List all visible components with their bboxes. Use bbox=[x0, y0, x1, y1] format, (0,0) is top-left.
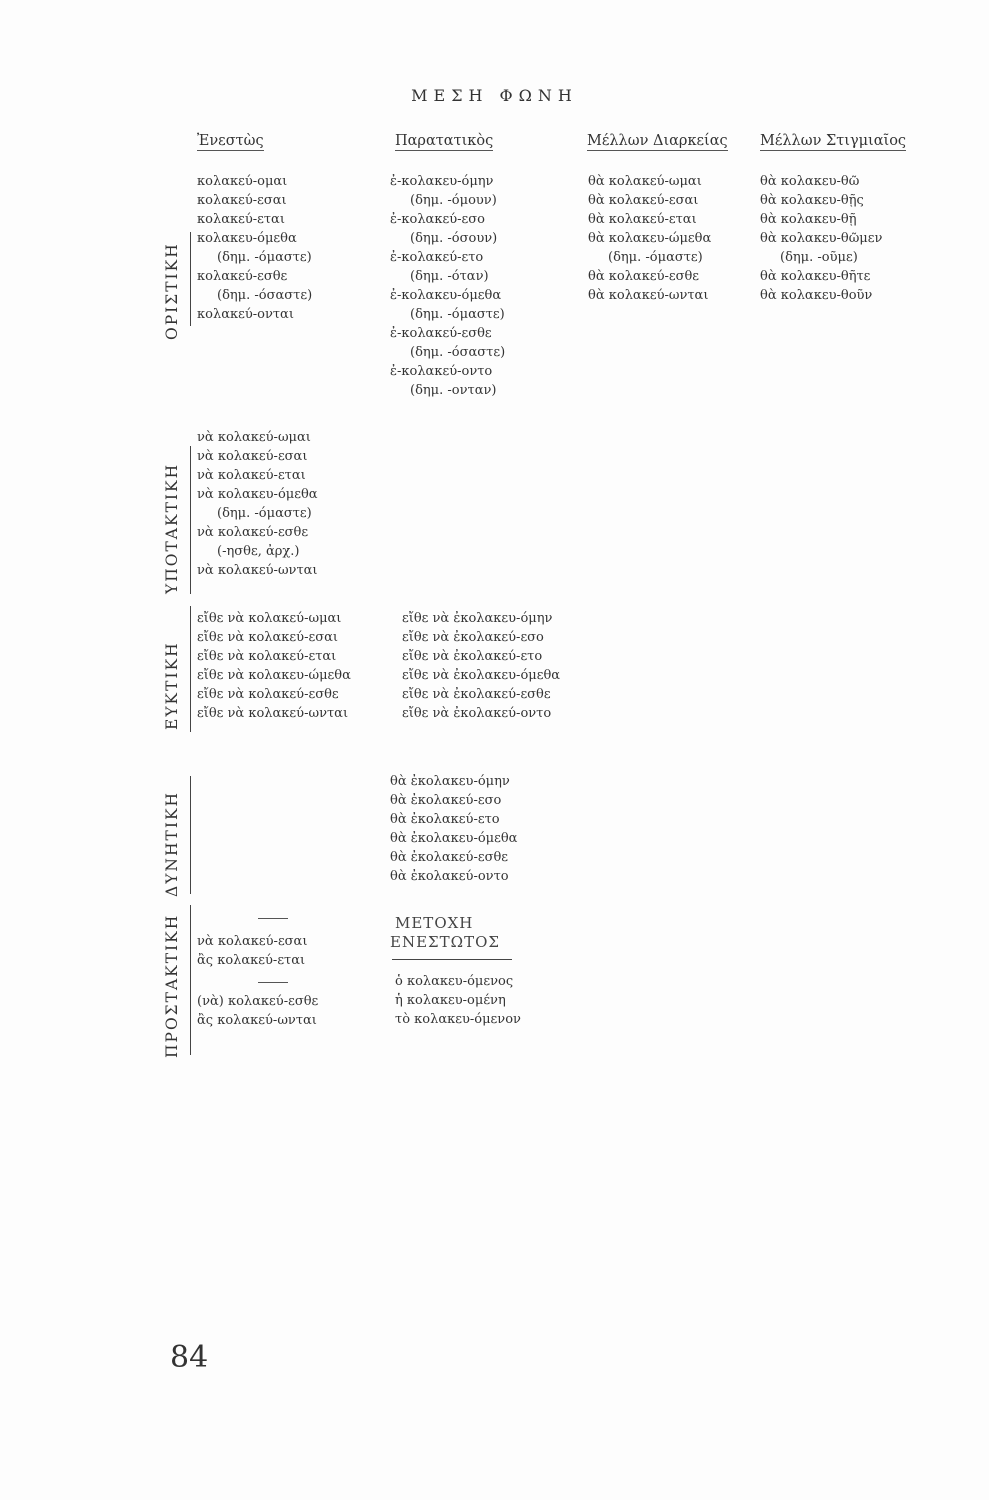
form: θὰ κολακευ-θῶμεν bbox=[760, 231, 883, 246]
form: ἡ κολακευ-ομένη bbox=[395, 993, 506, 1008]
form: θὰ κολακεύ-εσθε bbox=[588, 269, 700, 284]
form: θὰ ἐκολακεύ-οντο bbox=[390, 869, 509, 884]
form: εἴθε νὰ κολακεύ-ωμαι bbox=[197, 611, 342, 626]
form: νὰ κολακεύ-εσαι bbox=[197, 449, 308, 464]
metochi-underline bbox=[392, 959, 512, 960]
form: θὰ κολακευ-θῇ bbox=[760, 212, 857, 227]
form: εἴθε νὰ ἐκολακεύ-ετο bbox=[402, 649, 543, 664]
form-note: (δημ. -όταν) bbox=[410, 269, 489, 284]
form: θὰ ἐκολακεύ-ετο bbox=[390, 812, 500, 827]
ypotaktiki-column bbox=[197, 428, 318, 580]
form-note: (δημ. -όμουν) bbox=[410, 193, 497, 208]
form: εἴθε νὰ κολακεύ-εται bbox=[197, 649, 337, 664]
euktiki-paratatikos-column bbox=[402, 609, 560, 723]
form: θὰ ἐκολακευ-όμην bbox=[390, 774, 510, 789]
prostaktiki-singular bbox=[197, 932, 307, 970]
form: εἴθε νὰ κολακευ-ώμεθα bbox=[197, 668, 351, 683]
form: ἂς κολακεύ-εται bbox=[197, 953, 306, 968]
dynitiki-column bbox=[390, 772, 517, 886]
metochi-forms bbox=[395, 972, 521, 1029]
form: εἴθε νὰ ἐκολακευ-όμην bbox=[402, 611, 553, 626]
form: εἴθε νὰ κολακεύ-εσθε bbox=[197, 687, 339, 702]
form: θὰ κολακεύ-ωνται bbox=[588, 288, 709, 303]
form: ἐ-κολακεύ-οντο bbox=[390, 364, 493, 379]
form: θὰ ἐκολακεύ-εσθε bbox=[390, 850, 509, 865]
section-label-ypotaktiki: ΥΠΟΤΑΚΤΙΚΗ bbox=[163, 462, 181, 594]
form-note: (δημ. -όμαστε) bbox=[608, 250, 703, 265]
form: θὰ κολακευ-ώμεθα bbox=[588, 231, 712, 246]
form-note: (δημ. -όσαστε) bbox=[217, 288, 313, 303]
oristiki-mellon-diarkeias-column bbox=[588, 172, 711, 305]
form: εἴθε νὰ ἐκολακευ-όμεθα bbox=[402, 668, 561, 683]
form: νὰ κολακεύ-εσαι bbox=[197, 934, 308, 949]
form: κολακεύ-εται bbox=[197, 212, 285, 227]
euktiki-enestos-column bbox=[197, 609, 351, 723]
form: νὰ κολακεύ-ωμαι bbox=[197, 430, 311, 445]
form: εἴθε νὰ ἐκολακεύ-οντο bbox=[402, 706, 552, 721]
form: νὰ κολακεύ-ωνται bbox=[197, 563, 318, 578]
form: νὰ κολακεύ-εσθε bbox=[197, 525, 309, 540]
page-title: ΜΕΣΗ ΦΩΝΗ bbox=[411, 86, 578, 105]
form: ἐ-κολακεύ-εσο bbox=[390, 212, 485, 227]
form: θὰ ἐκολακευ-όμεθα bbox=[390, 831, 518, 846]
metochi-title-2: ΕΝΕΣΤΩΤΟΣ bbox=[390, 933, 500, 951]
form: κολακεύ-εσαι bbox=[197, 193, 287, 208]
form: θὰ κολακεύ-εσαι bbox=[588, 193, 699, 208]
form: εἴθε νὰ ἐκολακεύ-εσθε bbox=[402, 687, 551, 702]
form: κολακεύ-εσθε bbox=[197, 269, 288, 284]
form-note: (δημ. -ονταν) bbox=[410, 383, 497, 398]
header-enestos: Ἐνεστὼς bbox=[197, 133, 264, 149]
section-bracket-euktiki bbox=[190, 606, 191, 732]
section-label-euktiki: ΕΥΚΤΙΚΗ bbox=[163, 641, 181, 730]
section-label-oristiki: ΟΡΙΣΤΙΚΗ bbox=[163, 242, 181, 340]
metochi-title-1: ΜΕΤΟΧΗ bbox=[395, 914, 474, 932]
form: θὰ κολακευ-θῶ bbox=[760, 174, 860, 189]
form: ἐ-κολακεύ-εσθε bbox=[390, 326, 492, 341]
form: θὰ ἐκολακεύ-εσο bbox=[390, 793, 502, 808]
page-number: 84 bbox=[170, 1340, 209, 1375]
section-bracket-oristiki bbox=[190, 232, 191, 326]
separator-dash bbox=[258, 982, 288, 983]
oristiki-paratatikos-column bbox=[390, 172, 505, 400]
form: κολακεύ-ομαι bbox=[197, 174, 288, 189]
form-note: (δημ. -οῦμε) bbox=[780, 250, 858, 265]
form: θὰ κολακευ-θοῦν bbox=[760, 288, 873, 303]
form-note: (δημ. -όσουν) bbox=[410, 231, 498, 246]
form: ἐ-κολακεύ-ετο bbox=[390, 250, 484, 265]
header-paratatikos: Παρατατικὸς bbox=[395, 133, 494, 149]
form: ὁ κολακευ-όμενος bbox=[395, 974, 514, 989]
section-bracket-prostaktiki bbox=[190, 905, 191, 1055]
form: θὰ κολακεύ-ωμαι bbox=[588, 174, 702, 189]
form: νὰ κολακευ-όμεθα bbox=[197, 487, 318, 502]
section-label-dynitiki: ΔΥΝΗΤΙΚΗ bbox=[163, 790, 181, 897]
header-mellon-stigmiaios: Μέλλων Στιγμιαῖος bbox=[760, 133, 907, 149]
form-note: (δημ. -όμαστε) bbox=[217, 506, 312, 521]
prostaktiki-plural bbox=[197, 992, 318, 1030]
form-note: (δημ. -όμαστε) bbox=[410, 307, 505, 322]
header-mellon-diarkeias: Μέλλων Διαρκείας bbox=[587, 133, 728, 149]
separator-dash bbox=[258, 918, 288, 919]
form-note: (δημ. -όμαστε) bbox=[217, 250, 312, 265]
form-note: (δημ. -όσαστε) bbox=[410, 345, 506, 360]
form: (νὰ) κολακεύ-εσθε bbox=[197, 994, 319, 1009]
form: εἴθε νὰ κολακεύ-ωνται bbox=[197, 706, 349, 721]
section-label-prostaktiki: ΠΡΟΣΤΑΚΤΙΚΗ bbox=[163, 913, 181, 1058]
form: θὰ κολακεύ-εται bbox=[588, 212, 697, 227]
oristiki-mellon-stigmiaios-column bbox=[760, 172, 882, 305]
form: θὰ κολακευ-θῆτε bbox=[760, 269, 871, 284]
form: ἂς κολακεύ-ωνται bbox=[197, 1013, 317, 1028]
form: κολακευ-όμεθα bbox=[197, 231, 297, 246]
form: ἐ-κολακευ-όμην bbox=[390, 174, 494, 189]
form: εἴθε νὰ ἐκολακεύ-εσο bbox=[402, 630, 544, 645]
form: κολακεύ-ονται bbox=[197, 307, 294, 322]
form: νὰ κολακεύ-εται bbox=[197, 468, 306, 483]
form-note: (-ησθε, ἀρχ.) bbox=[217, 544, 300, 559]
section-bracket-dynitiki bbox=[190, 776, 191, 894]
section-bracket-ypotaktiki bbox=[190, 446, 191, 594]
form: εἴθε νὰ κολακεύ-εσαι bbox=[197, 630, 338, 645]
oristiki-enestos-column bbox=[197, 172, 312, 324]
form: τὸ κολακευ-όμενον bbox=[395, 1012, 521, 1027]
form: θὰ κολακευ-θῇς bbox=[760, 193, 864, 208]
form: ἐ-κολακευ-όμεθα bbox=[390, 288, 502, 303]
